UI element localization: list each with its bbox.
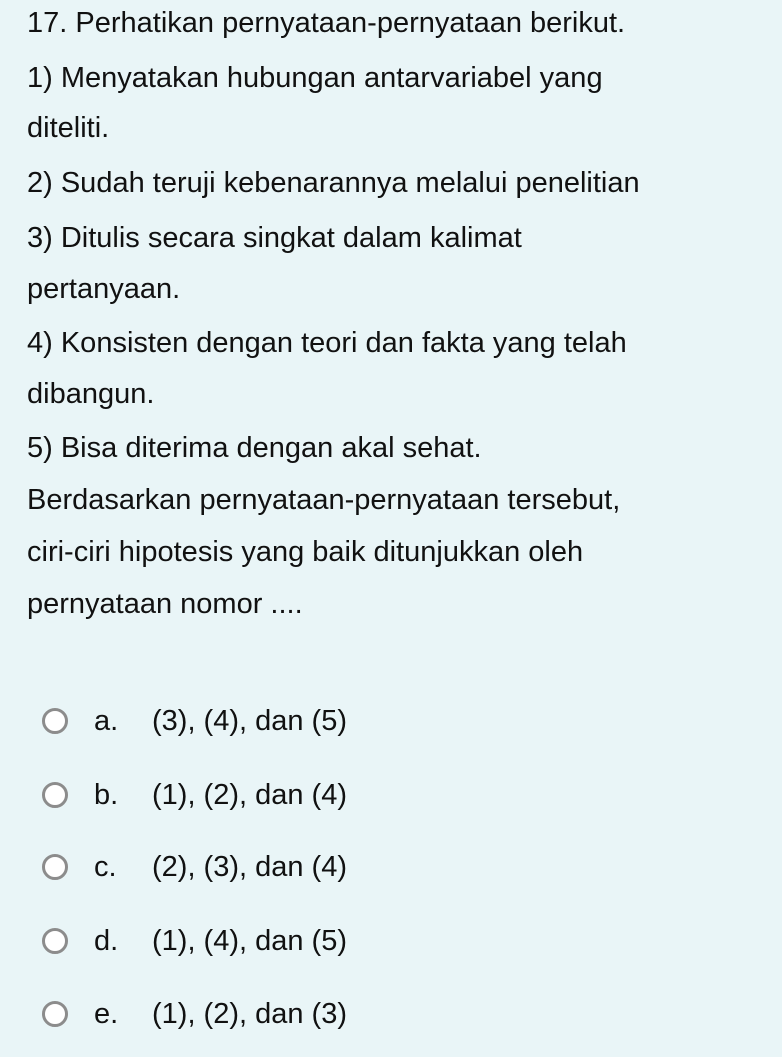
option-letter: e. xyxy=(94,997,119,1030)
question-prompt-3: pernyataan nomor .... xyxy=(27,588,303,620)
statement-4: 4) Konsisten dengan teori dan fakta yang telah xyxy=(27,327,627,359)
option-e[interactable] xyxy=(42,996,347,1032)
option-letter: c. xyxy=(94,850,117,883)
question-prompt-1: Berdasarkan pernyataan-pernyataan tersebut, xyxy=(27,484,621,516)
option-d[interactable] xyxy=(42,923,347,959)
radio-circle-icon[interactable] xyxy=(42,854,68,880)
statement-5: 5) Bisa diterima dengan akal sehat. xyxy=(27,432,482,464)
radio-circle-icon[interactable] xyxy=(42,708,68,734)
option-text: (3), (4), dan (5) xyxy=(152,704,347,737)
option-c[interactable] xyxy=(42,849,347,885)
radio-circle-icon[interactable] xyxy=(42,782,68,808)
statement-2: 2) Sudah teruji kebenarannya melalui penelitian xyxy=(27,167,640,199)
option-letter: d. xyxy=(94,924,119,957)
radio-circle-icon[interactable] xyxy=(42,1001,68,1027)
statement-4-cont: dibangun. xyxy=(27,378,155,410)
statement-1-cont: diteliti. xyxy=(27,112,110,144)
option-text: (1), (4), dan (5) xyxy=(152,924,347,957)
radio-circle-icon[interactable] xyxy=(42,928,68,954)
statement-1: 1) Menyatakan hubungan antarvariabel yang xyxy=(27,62,603,94)
question-prompt-2: ciri-ciri hipotesis yang baik ditunjukkan oleh xyxy=(27,536,584,568)
option-text: (2), (3), dan (4) xyxy=(152,850,347,883)
option-b[interactable] xyxy=(42,777,347,813)
option-text: (1), (2), dan (3) xyxy=(152,997,347,1030)
question-title: 17. Perhatikan pernyataan-pernyataan berikut. xyxy=(27,7,626,39)
option-a[interactable] xyxy=(42,703,347,739)
statement-3-cont: pertanyaan. xyxy=(27,273,181,305)
option-text: (1), (2), dan (4) xyxy=(152,778,347,811)
statement-3: 3) Ditulis secara singkat dalam kalimat xyxy=(27,222,522,254)
option-letter: b. xyxy=(94,778,119,811)
option-letter: a. xyxy=(94,704,119,737)
